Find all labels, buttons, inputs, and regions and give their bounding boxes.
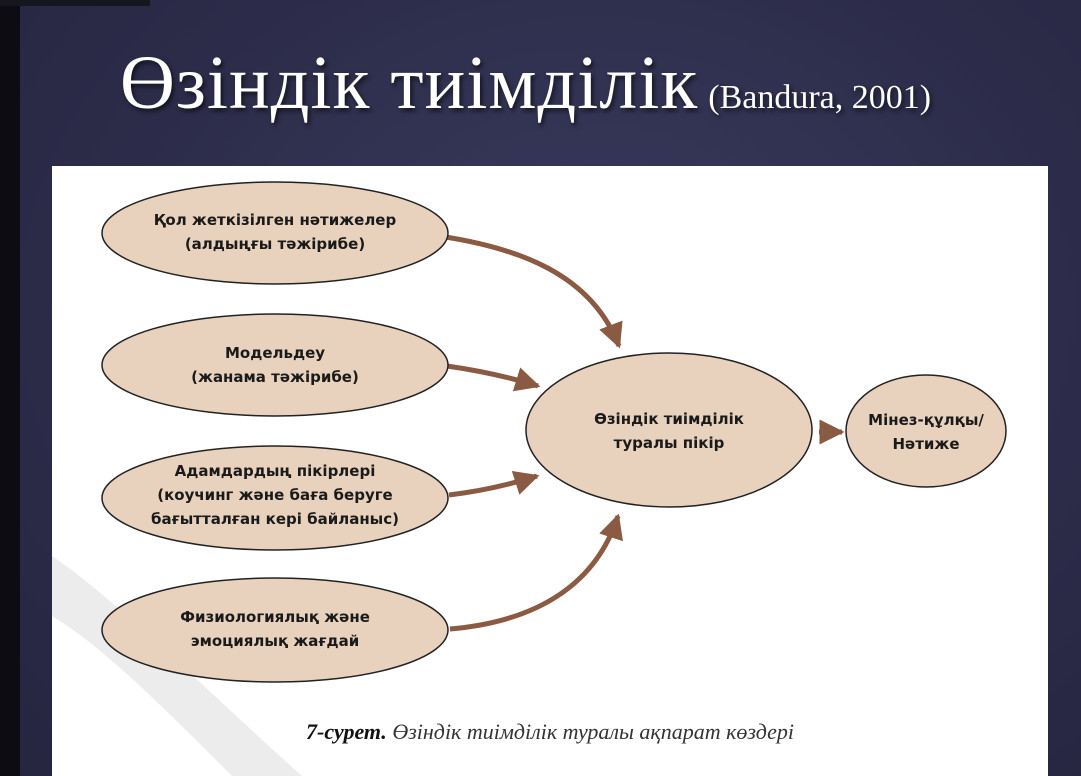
node-physiological-state-line1: Физиологиялық және — [180, 608, 370, 626]
title-main: Өзіндік тиімділік — [120, 41, 699, 125]
arrow-physiology-to-belief — [450, 516, 618, 629]
node-achieved-results-line1: Қол жеткізілген нәтижелер — [153, 211, 397, 229]
node-self-efficacy-belief-line2: туралы пікір — [613, 434, 725, 452]
node-self-efficacy-belief — [526, 353, 812, 507]
arrow-experience-to-belief — [424, 234, 619, 346]
node-behavior-outcome-line1: Мінез-құлқы/ — [868, 411, 984, 429]
arrow-modeling-to-belief — [447, 366, 538, 386]
node-self-efficacy-belief-line1: Өзіндік тиімділік — [594, 410, 744, 428]
node-others-opinions-line1: Адамдардың пікірлері — [174, 462, 376, 480]
node-achieved-results — [102, 182, 448, 284]
node-achieved-results-line2: (алдыңғы тәжірибе) — [184, 235, 366, 253]
node-modeling-line1: Модельдеу — [224, 344, 326, 362]
top-edge-notch — [0, 0, 150, 6]
figure-caption — [52, 719, 1048, 745]
arrow-feedback-to-belief — [449, 476, 537, 495]
node-physiological-state-line2: эмоциялық жағдай — [190, 632, 360, 650]
caption-label: 7-сурет. — [306, 719, 387, 744]
node-behavior-outcome-line2: Нәтиже — [892, 435, 960, 453]
title-citation: (Bandura, 2001) — [708, 79, 932, 116]
node-physiological-state — [102, 578, 448, 682]
left-edge-bar — [0, 0, 20, 776]
caption-text: Өзіндік тиімділік туралы ақпарат көздері — [392, 719, 794, 744]
diagram-svg — [52, 166, 1048, 776]
node-modeling — [102, 314, 448, 416]
diagram-figure — [52, 166, 1048, 776]
node-others-opinions-line2: (коучинг және баға беруге — [157, 486, 393, 504]
node-behavior-outcome — [846, 375, 1006, 487]
node-modeling-line2: (жанама тәжірибе) — [191, 368, 359, 386]
node-others-opinions — [102, 446, 448, 550]
slide-title — [120, 40, 1070, 127]
node-others-opinions-line3: бағытталған кері байланыс) — [151, 510, 399, 528]
